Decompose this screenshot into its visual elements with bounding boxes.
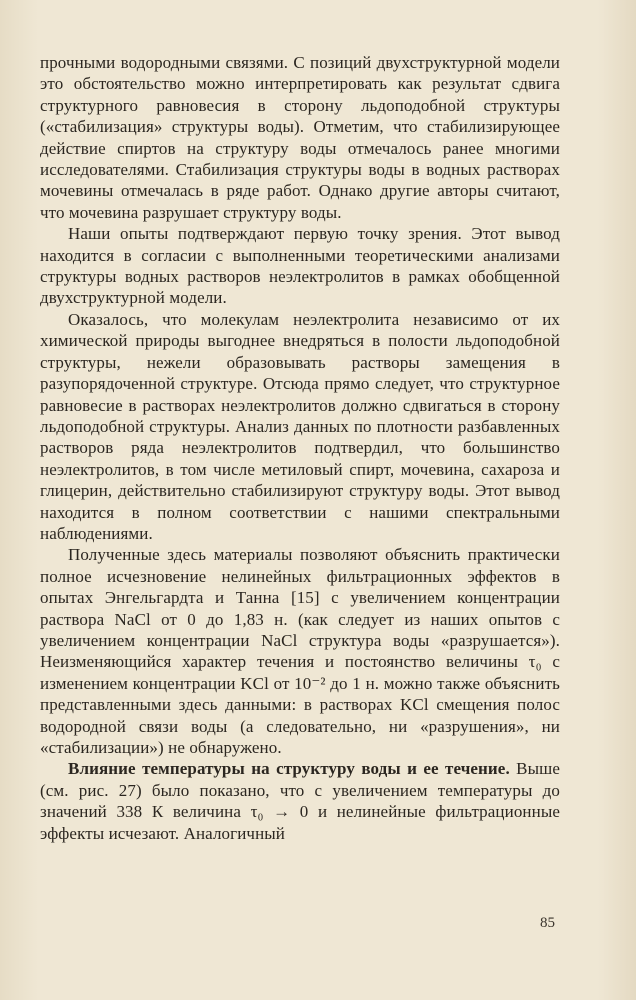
paragraph-5-body: Выше (см. рис. 27) было показано, что с увеличением температуры до значений 338 К величина τ₀ → 0 и нелинейные фильтрационные эффекты исчезают. Аналогичный — [40, 759, 560, 843]
paragraph-1: прочными водородными связями. С позиций двухструктурной модели это обстоятельство можно интерпретировать как результат сдвига структурного равновесия в сторону льдоподобной структуры («стабилизация» структуры воды). Отметим, что стабилизирующее действие спиртов на структуру воды отмечалось ранее многими исследователями. Стабилизация структуры воды в водных растворах мочевины отмечалась в ряде работ. Однако другие авторы считают, что мочевина разрушает структуру воды. — [40, 53, 560, 222]
section-heading: Влияние температуры на структуру воды и ее течение. — [68, 759, 510, 779]
paragraph-5 — [40, 758, 560, 844]
paragraph-4: Полученные здесь материалы позволяют объяснить практически полное исчезновение нелинейных фильтрационных эффектов в опытах Энгельгардта и Танна [15] с увеличением концентрации раствора NaCl от 0 до 1,83 н. (как следует из наших опытов с увеличением концентрации NaCl структура воды «разрушается»). Неизменяющийся характер течения и постоянство величины τ₀ с изменением концентрации KCl от 10⁻² до 1 н. можно также объяснить представленными здесь данными: в растворах KCl смещения полос водородной связи воды (а следовательно, ни «разрушения», ни «стабилизации») не обнаружено. — [40, 545, 560, 757]
paragraph-3: Оказалось, что молекулам неэлектролита независимо от их химической природы выгоднее внедряться в полости льдоподобной структуры, нежели образовывать растворы замещения в разупорядоченной структуре. Отсюда прямо следует, что структурное равновесие в растворах неэлектролитов должно сдвигаться в сторону льдоподобной структуры. Анализ данных по плотности разбавленных растворов ряда неэлектролитов подтвердил, что большинство неэлектролитов, в том числе метиловый спирт, мочевина, сахароза и глицерин, действительно стабилизируют структуру воды. Этот вывод находится в полном соответствии с нашими спектральными наблюдениями. — [40, 309, 560, 543]
paragraph-2: Наши опыты подтверждают первую точку зрения. Этот вывод находится в согласии с выполненными теоретическими анализами структуры водных растворов неэлектролитов в рамках обобщенной двухструктурной модели. — [40, 224, 560, 308]
page-number: 85 — [540, 915, 555, 931]
